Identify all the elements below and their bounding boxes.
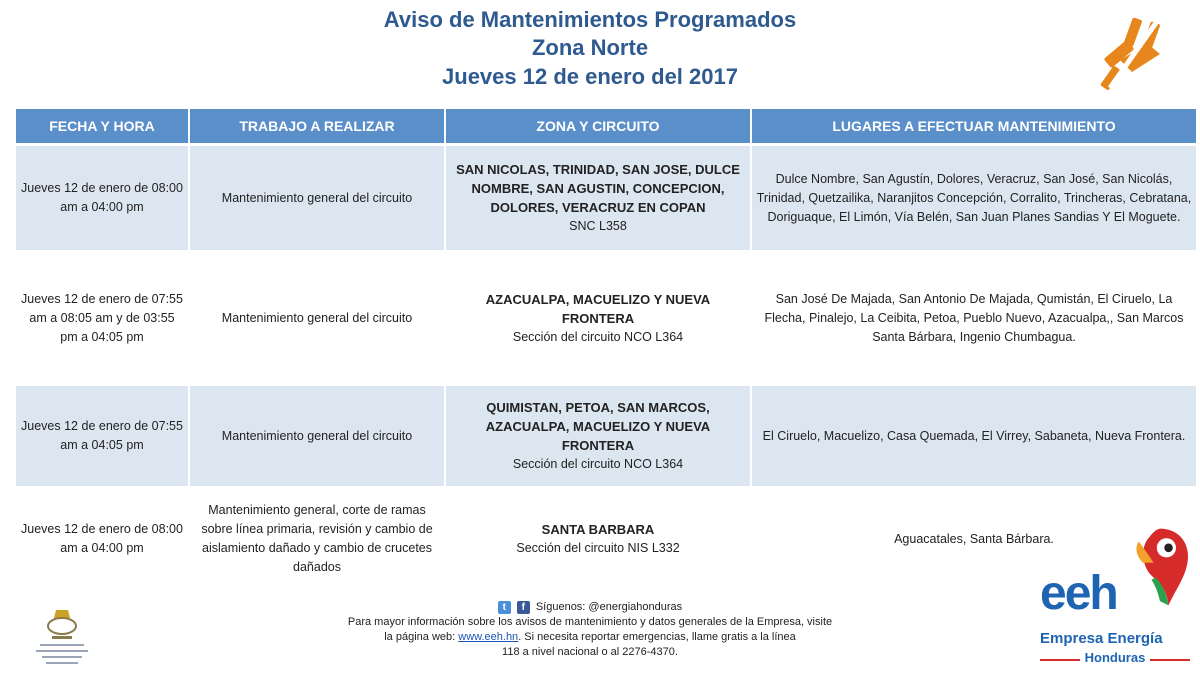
- column-header-fecha: FECHA Y HORA: [16, 109, 188, 143]
- page-title: Aviso de Mantenimientos Programados: [383, 7, 797, 32]
- maintenance-table: [14, 106, 1198, 592]
- government-seal: [22, 606, 102, 668]
- date-title: Jueves 12 de enero del 2017: [442, 64, 738, 89]
- zone-names: SAN NICOLAS, TRINIDAD, SAN JOSE, DULCE NOMBRE, SAN AGUSTIN, CONCEPCION, DOLORES, VERACRUZ EN COPAN: [456, 162, 740, 215]
- plug-icon: [1098, 14, 1170, 92]
- eeh-logo: [1036, 522, 1196, 672]
- cell-lugares: Aguacatales, Santa Bárbara.: [752, 489, 1196, 589]
- brand-name-line-2: Honduras: [1084, 650, 1146, 665]
- cell-trabajo: Mantenimiento general del circuito: [190, 146, 444, 250]
- cell-fecha: Jueves 12 de enero de 07:55 am a 08:05 am y de 03:55 pm a 04:05 pm: [16, 253, 188, 383]
- cell-fecha: Jueves 12 de enero de 07:55 am a 04:05 pm: [16, 386, 188, 486]
- info-line-1: Para mayor información sobre los avisos de mantenimiento y datos generales de la Empresa, visite: [347, 616, 833, 628]
- notice-header: [0, 6, 1180, 92]
- column-header-lugares: LUGARES A EFECTUAR MANTENIMIENTO: [752, 109, 1196, 143]
- zone-names: QUIMISTAN, PETOA, SAN MARCOS, AZACUALPA, MACUELIZO Y NUEVA FRONTERA: [485, 400, 711, 453]
- website-link[interactable]: www.eeh.hn: [458, 631, 519, 643]
- cell-lugares: El Ciruelo, Macuelizo, Casa Quemada, El Virrey, Sabaneta, Nueva Frontera.: [752, 386, 1196, 486]
- zone-names: AZACUALPA, MACUELIZO Y NUEVA FRONTERA: [485, 291, 711, 326]
- parrot-logo: [1128, 524, 1192, 610]
- cell-trabajo: Mantenimiento general del circuito: [190, 253, 444, 383]
- circuit-code: SNC L358: [569, 219, 627, 233]
- info-line-2: [300, 630, 880, 645]
- zone-title: Zona Norte: [531, 35, 649, 60]
- social-handle: Síguenos: @energiahonduras: [535, 601, 683, 613]
- brand-divider-right: [1150, 659, 1190, 661]
- cell-trabajo: Mantenimiento general, corte de ramas sobre línea primaria, revisión y cambio de aislamiento dañado y cambio de crucetes dañados: [190, 489, 444, 589]
- column-header-zona: ZONA Y CIRCUITO: [446, 109, 750, 143]
- social-links: [498, 600, 682, 615]
- table-row: [16, 489, 1196, 589]
- cell-zona: [446, 146, 750, 250]
- facebook-icon[interactable]: f: [517, 601, 530, 614]
- footer-info: [300, 600, 880, 660]
- info-line-3: 118 a nivel nacional o al 2276-4370.: [502, 646, 678, 658]
- circuit-code: Sección del circuito NCO L364: [512, 329, 684, 344]
- cell-fecha: Jueves 12 de enero de 08:00 am a 04:00 pm: [16, 489, 188, 589]
- twitter-icon[interactable]: t: [498, 601, 511, 614]
- circuit-code: Sección del circuito NIS L332: [516, 541, 680, 555]
- brand-name-line-1: Empresa Energía: [1040, 630, 1163, 647]
- cell-zona: [446, 386, 750, 486]
- column-header-trabajo: TRABAJO A REALIZAR: [190, 109, 444, 143]
- info-web-prefix: la página web:: [384, 631, 456, 643]
- cell-trabajo: Mantenimiento general del circuito: [190, 386, 444, 486]
- zone-names: SANTA BARBARA: [541, 522, 655, 537]
- table-header-row: [16, 109, 1196, 143]
- info-emergency-text: . Si necesita reportar emergencias, llame gratis a la línea: [518, 631, 796, 643]
- table-row: [16, 386, 1196, 486]
- table-row: [16, 253, 1196, 383]
- table-row: [16, 146, 1196, 250]
- cell-lugares: San José De Majada, San Antonio De Majada, Qumistán, El Ciruelo, La Flecha, Pinalejo, La Ceibita, Petoa, Pueblo Nuevo, Azacualpa,, San Marcos Santa Bárbara, Ingenio Chumbagua.: [752, 253, 1196, 383]
- cell-zona: [446, 489, 750, 589]
- cell-fecha: Jueves 12 de enero de 08:00 am a 04:00 pm: [16, 146, 188, 250]
- cell-zona: [446, 253, 750, 383]
- circuit-code: Sección del circuito NCO L364: [512, 457, 684, 471]
- cell-lugares: Dulce Nombre, San Agustín, Dolores, Veracruz, San José, San Nicolás, Trinidad, Quetzailika, Naranjitos Concepción, Corralito, Trincheras, Cebratana, Doriguaque, El Limón, Vía Belén, San Juan Planes Sandias Y El Moguete.: [752, 146, 1196, 250]
- eeh-wordmark: eeh: [1040, 567, 1117, 620]
